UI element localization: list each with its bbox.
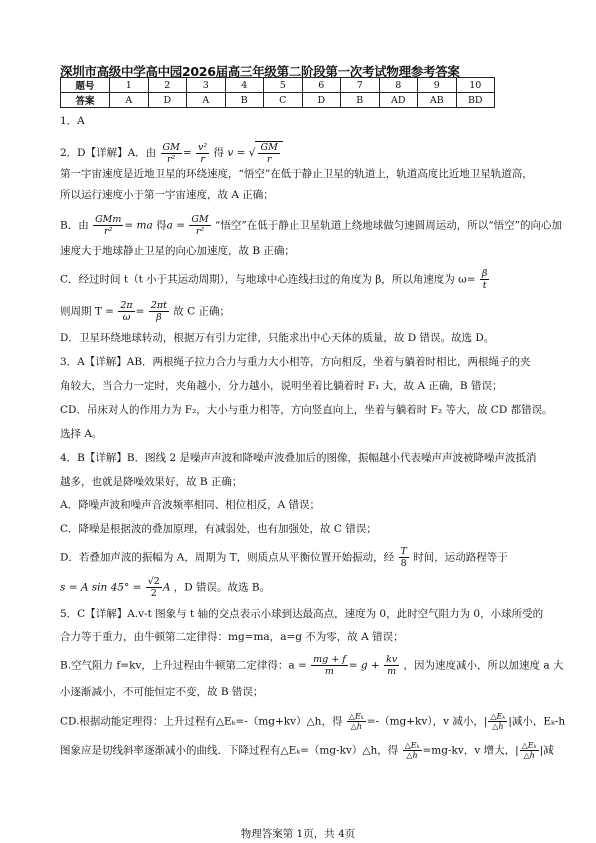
fraction — [488, 712, 507, 731]
answer-cell: AB — [418, 93, 457, 108]
fraction — [196, 142, 209, 165]
table-row — [61, 78, 495, 93]
denominator: 8 — [400, 558, 407, 569]
text-segment: |减 — [539, 744, 554, 757]
formula-line: 2．D【详解】A．由 $\frac{GM}{\text{r²}}$ = $\frac{\text{v²}}{r}$ 得 v = √ $\frac{GM}{r}$ — [60, 141, 283, 165]
text-line: 合力等于重力，由牛顿第二定律得：mg=ma，a=g 不为零，故 A 错误； — [60, 631, 404, 643]
denominator: △h — [406, 751, 418, 760]
denominator: ω — [122, 312, 131, 323]
denominator: △h — [350, 722, 362, 731]
text-line: D．卫星环绕地球转动，根据万有引力定律，只能求出中心天体的质量，故 D 错误。故选 D。 — [60, 332, 495, 344]
denominator: t — [482, 280, 487, 291]
text-segment: 图象应是切线斜率逐渐减小的曲线．下降过程有△Eₖ=（mg-kv）△h，得 — [60, 744, 399, 757]
text-line: CD．吊床对人的作用力为 F₂，大小与重力相等，方向竖直向上，坐着与躺着时 F₂ 等大，故 CD 都错误。 — [60, 404, 553, 416]
numerator: 2πt — [150, 300, 167, 311]
text-line: 3．A【详解】AB．两根绳子拉力合力与重力大小相等，方向相反，坐着与躺着时相比，两根绳子的夹 — [60, 356, 531, 368]
symbol: = — [135, 305, 145, 318]
formula-line — [60, 712, 565, 731]
text-segment: 时间，运动路程等于 — [413, 551, 508, 564]
numerator: GMm — [95, 214, 122, 225]
symbol: a = — [166, 219, 185, 232]
text-line: 4．B【详解】B．图线 2 是噪声声波和降噪声波叠加后的图像，振幅越小代表噪声声波被降噪声波抵消 — [60, 452, 537, 464]
question-number: 4 — [225, 78, 264, 93]
denominator: r² — [167, 153, 176, 165]
numerator: △Eₖ — [521, 741, 537, 750]
text-line: 越多，也就是降噪效果好，故 B 正确； — [60, 476, 243, 488]
fraction — [347, 712, 366, 731]
question-number: 6 — [302, 78, 341, 93]
text-segment: CD.根据动能定理得：上升过程有△Eₖ=-（mg+kv）△h，得 — [60, 715, 343, 728]
formula-line — [60, 741, 554, 760]
question-number: 2 — [148, 78, 187, 93]
text-line: 速度大于地球静止卫星的向心加速度，故 B 正确； — [60, 245, 295, 257]
question-number: 8 — [379, 78, 418, 93]
text-line: 小逐渐减小，不可能恒定不变，故 B 错误； — [60, 686, 264, 698]
fraction — [118, 300, 134, 323]
text-segment: “悟空”在低于静止卫星轨道上绕地球做匀速圆周运动，所以“悟空”的向心加 — [215, 219, 562, 232]
question-number: 5 — [264, 78, 303, 93]
denominator: β — [156, 312, 162, 323]
fraction — [93, 214, 123, 237]
denominator: r² — [104, 226, 113, 237]
denominator: △h — [523, 751, 535, 760]
text-line: 5．C【详解】A.v-t 图象与 t 轴的交点表示小球到达最高点，速度为 0，此时空气阻力为 0，小球所受的 — [60, 608, 544, 620]
formula-line — [60, 300, 230, 323]
formula-line — [60, 654, 563, 677]
fraction — [149, 300, 169, 323]
symbol: = g + — [348, 659, 380, 672]
fraction — [258, 142, 279, 165]
answer-table — [60, 77, 495, 108]
answer-cell: D — [148, 93, 187, 108]
text-segment: 得 — [213, 147, 225, 159]
fraction — [311, 654, 348, 677]
text-line: 1．A — [60, 115, 85, 127]
question-number: 1 — [110, 78, 149, 93]
text-segment: ，D 错误。故选 B。 — [173, 581, 271, 594]
denominator: r² — [195, 226, 205, 237]
text-segment: ，因为速度减小，所以加速度 a 大 — [403, 659, 564, 672]
table-header-cell: 答案 — [61, 93, 110, 108]
formula-line — [60, 268, 490, 291]
text-line: 选择 A。 — [60, 428, 103, 440]
formula-line — [60, 576, 270, 599]
text-segment: C．经过时间 t（t 小于其运动周期），与地球中心连线扫过的角度为 β，所以角速度为 ω= — [60, 273, 476, 286]
numerator: T — [400, 546, 407, 557]
text-line: 第一宇宙速度是近地卫星的环绕速度，“悟空”在低于静止卫星的轨道上，轨道高度比近地卫星轨道高， — [60, 168, 533, 180]
numerator: kv — [386, 654, 398, 665]
text-segment: s = A sin 45° = — [60, 581, 142, 594]
text-segment: =-（mg+kv），v 减小，| — [366, 715, 488, 728]
numerator: GM — [162, 141, 180, 153]
numerator: mg + f — [313, 654, 346, 665]
denominator: 2 — [150, 588, 157, 599]
numerator: △Eₖ — [404, 741, 420, 750]
page-footer: 物理答案第 1页，共 4页 — [240, 828, 356, 840]
fraction — [146, 576, 162, 599]
answer-cell: A — [187, 93, 226, 108]
numerator: 2π — [120, 300, 133, 311]
text-segment: D．若叠加声波的振幅为 A，周期为 T，则质点从平衡位置开始振动，经 — [60, 551, 395, 564]
answer-cell: AD — [379, 93, 418, 108]
numerator: GM — [191, 214, 209, 225]
text-segment: =mg-kv，v 增大，| — [422, 744, 519, 757]
denominator: m — [324, 666, 334, 677]
text-line: 所以运行速度小于第一宇宙速度，故 A 正确； — [60, 189, 274, 201]
page-title: 深圳市高级中学高中园2026届高三年级第二阶段第一次考试物理参考答案 — [60, 64, 460, 79]
text-segment: |减小，Eₖ-h — [508, 715, 566, 728]
question-number: 10 — [456, 78, 495, 93]
answer-cell: B — [225, 93, 264, 108]
text-line: A．降噪声波和噪声音波频率相同、相位相反，A 错误； — [60, 499, 321, 511]
answer-cell: B — [341, 93, 380, 108]
formula-line — [60, 214, 562, 237]
text-segment: 故 C 正确； — [173, 305, 230, 318]
table-header-cell: 题号 — [61, 78, 110, 93]
answer-cell: BD — [456, 93, 495, 108]
text-line: 角较大，当合力一定时，夹角越小，分力越小，说明坐着比躺着时 F₁ 大，故 A 正确，B 错误； — [60, 380, 503, 392]
denominator: m — [387, 666, 397, 677]
text-segment: 得 — [156, 219, 167, 232]
answer-cell: D — [302, 93, 341, 108]
text-segment: 2．D【详解】A．由 — [60, 147, 157, 159]
radical — [255, 141, 282, 165]
numerator: β — [481, 268, 488, 279]
numerator: GM — [260, 142, 278, 153]
fraction — [189, 214, 210, 237]
symbol: v = — [227, 147, 246, 159]
numerator: √2 — [147, 576, 160, 587]
text-segment: 则周期 T = — [60, 305, 114, 318]
fraction — [480, 268, 490, 291]
text-line: C．降噪是根据波的叠加原理，有减弱处，也有加强处，故 C 错误； — [60, 523, 377, 535]
fraction — [384, 654, 399, 677]
table-row — [61, 93, 495, 108]
symbol: = ma — [124, 219, 153, 232]
text-segment: B．由 — [60, 219, 89, 232]
fraction — [399, 546, 409, 569]
fraction — [403, 741, 422, 760]
fraction — [520, 741, 539, 760]
question-number: 9 — [418, 78, 457, 93]
answer-cell: C — [264, 93, 303, 108]
question-number: 3 — [187, 78, 226, 93]
answer-cell: A — [110, 93, 149, 108]
text-segment: B.空气阻力 f=kv，上升过程由牛顿第二定律得：a = — [60, 659, 307, 672]
symbol: A — [162, 581, 171, 594]
denominator: r — [266, 154, 272, 165]
denominator: △h — [492, 722, 504, 731]
numerator: v² — [198, 141, 208, 153]
formula-line — [60, 546, 508, 569]
question-number: 7 — [341, 78, 380, 93]
numerator: △Eₖ — [348, 712, 364, 721]
fraction — [161, 142, 182, 165]
numerator: △Eₖ — [490, 712, 506, 721]
denominator: r — [200, 153, 205, 165]
